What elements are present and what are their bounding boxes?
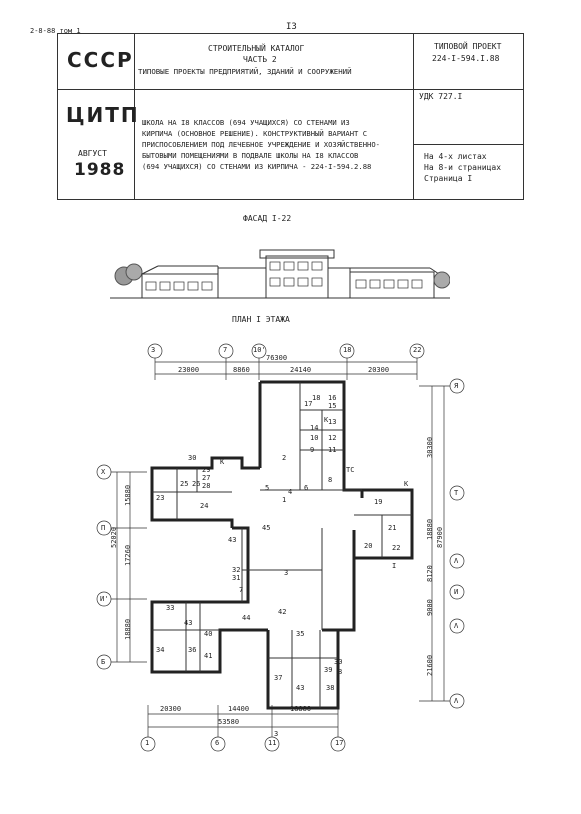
dim: 18880: [124, 618, 132, 640]
svg-text:8: 8: [338, 668, 343, 676]
svg-text:38: 38: [326, 684, 335, 692]
axis-label: 17: [335, 739, 344, 747]
svg-text:43: 43: [296, 684, 305, 692]
dim: 24140: [290, 366, 312, 374]
svg-text:К: К: [404, 480, 409, 488]
svg-text:24: 24: [200, 502, 209, 510]
dim: 30300: [426, 436, 434, 458]
svg-text:30: 30: [334, 658, 343, 666]
svg-text:41: 41: [204, 652, 213, 660]
axis-label: 18: [343, 346, 352, 354]
description-line: ПРИСПОСОБЛЕНИЕМ ПОД ЛЕЧЕБНОЕ УЧРЕЖДЕНИЕ И ХОЗЯЙСТВЕННО-: [142, 140, 380, 149]
page-index: Страница I: [424, 174, 473, 183]
pages-count: На 8-и страницах: [424, 163, 502, 172]
year: 1988: [74, 160, 126, 180]
svg-text:33: 33: [166, 604, 175, 612]
svg-text:35: 35: [296, 630, 305, 638]
ussr-logo: СССР: [67, 48, 134, 72]
dim: 9000: [426, 599, 434, 616]
axis-label: Λ: [454, 697, 459, 705]
citp-logo: ЦИТП: [66, 103, 140, 127]
dim-total: 76300: [266, 354, 288, 362]
svg-text:13: 13: [328, 418, 337, 426]
svg-text:34: 34: [156, 646, 165, 654]
svg-text:22: 22: [392, 544, 401, 552]
description-line: (694 УЧАЩИХСЯ) СО СТЕНАМИ ИЗ КИРПИЧА - 224-I-594.2.88: [142, 162, 372, 171]
catalog-line-2: ЧАСТЬ 2: [243, 55, 277, 64]
dim: 21600: [426, 654, 434, 676]
svg-text:ТС: ТС: [346, 466, 355, 474]
svg-text:21: 21: [388, 524, 397, 532]
dim: 8120: [426, 565, 434, 582]
axis-label: П: [101, 524, 106, 532]
svg-text:7: 7: [239, 586, 244, 594]
description: [142, 117, 380, 172]
svg-text:29: 29: [202, 466, 211, 474]
svg-text:39: 39: [324, 666, 333, 674]
svg-text:27: 27: [202, 474, 211, 482]
svg-text:3: 3: [274, 730, 279, 738]
svg-text:26: 26: [192, 480, 201, 488]
dim: 20300: [368, 366, 390, 374]
svg-text:25: 25: [180, 480, 189, 488]
svg-text:43: 43: [228, 536, 237, 544]
svg-text:4: 4: [288, 488, 293, 496]
dim: 14400: [228, 705, 250, 713]
svg-text:16: 16: [328, 394, 337, 402]
svg-text:12: 12: [328, 434, 337, 442]
dim-total: 53580: [218, 718, 240, 726]
axis-label: 7: [223, 346, 228, 354]
svg-text:19: 19: [374, 498, 383, 506]
axis-label: Я: [454, 382, 459, 390]
dim-total: 52020: [110, 526, 118, 548]
svg-text:10: 10: [310, 434, 319, 442]
svg-text:14: 14: [310, 424, 319, 432]
svg-text:6: 6: [304, 484, 309, 492]
description-line: КИРПИЧА (ОСНОВНОЕ РЕШЕНИЕ). КОНСТРУКТИВНЫЙ ВАРИАНТ С: [142, 129, 368, 138]
sheets-info: [424, 151, 501, 184]
month: АВГУСТ: [78, 149, 107, 158]
project-label: ТИПОВОЙ ПРОЕКТ: [434, 42, 502, 51]
header-table: [57, 33, 524, 200]
svg-text:I: I: [392, 562, 397, 570]
axis-label: Б: [101, 658, 106, 666]
axis-label: И': [100, 595, 109, 603]
svg-text:37: 37: [274, 674, 283, 682]
svg-text:23: 23: [156, 494, 165, 502]
dim: 18880: [290, 705, 312, 713]
axis-label: Λ: [454, 557, 459, 565]
dim-total: 87900: [436, 526, 444, 548]
catalog-line-1: СТРОИТЕЛЬНЫЙ КАТАЛОГ: [208, 44, 305, 53]
svg-text:5: 5: [265, 484, 270, 492]
svg-text:1: 1: [282, 496, 287, 504]
description-line: ШКОЛА НА I8 КЛАССОВ (694 УЧАЩИХСЯ) СО СТЕНАМИ ИЗ: [142, 118, 350, 127]
plan-title: ПЛАН I ЭТАЖА: [232, 315, 290, 324]
volume-ref: 2-8-88 том 1: [30, 27, 81, 35]
dim: 20300: [160, 705, 182, 713]
svg-text:43: 43: [184, 619, 193, 627]
catalog-line-3: ТИПОВЫЕ ПРОЕКТЫ ПРЕДПРИЯТИЙ, ЗДАНИЙ И СООРУЖЕНИЙ: [138, 67, 352, 76]
dim: 8860: [233, 366, 250, 374]
svg-text:28: 28: [202, 482, 211, 490]
dim: 23000: [178, 366, 200, 374]
svg-text:К: К: [324, 416, 329, 424]
svg-text:32: 32: [232, 566, 241, 574]
svg-text:45: 45: [262, 524, 271, 532]
axis-label: Λ: [454, 622, 459, 630]
axis-label: Х: [101, 468, 106, 476]
facade-drawing: [110, 238, 450, 306]
axis-label: 3: [151, 346, 156, 354]
udk: УДК 727.I: [419, 92, 463, 101]
dim: 17260: [124, 544, 132, 566]
svg-text:15: 15: [328, 402, 337, 410]
project-code: 224-I-594.I.88: [432, 54, 500, 63]
description-line: БЫТОВЫМИ ПОМЕЩЕНИЯМИ В ПОДВАЛЕ ШКОЛЫ НА I8 КЛАССОВ: [142, 151, 359, 160]
facade-title: ФАСАД I-22: [243, 214, 292, 223]
sheets-count: На 4-х листах: [424, 152, 487, 161]
dim: 15880: [124, 484, 132, 506]
axis-label: 1: [145, 739, 150, 747]
svg-text:18: 18: [312, 394, 321, 402]
axis-label: 6: [215, 739, 220, 747]
svg-text:42: 42: [278, 608, 287, 616]
svg-text:17: 17: [304, 400, 313, 408]
page-number: I3: [286, 22, 297, 32]
svg-text:11: 11: [328, 446, 337, 454]
svg-text:31: 31: [232, 574, 241, 582]
svg-text:2: 2: [282, 454, 287, 462]
dim: 18880: [426, 518, 434, 540]
svg-text:30: 30: [188, 454, 197, 462]
svg-text:8: 8: [328, 476, 333, 484]
svg-text:9: 9: [310, 446, 315, 454]
axis-label: И: [454, 588, 459, 596]
floor-plan: [92, 340, 492, 758]
axis-label: 22: [413, 346, 422, 354]
svg-text:36: 36: [188, 646, 197, 654]
axis-label: 10': [253, 346, 266, 354]
axis-label: Т: [454, 489, 459, 497]
axis-label: 11: [268, 739, 277, 747]
svg-text:44: 44: [242, 614, 251, 622]
svg-text:К: К: [220, 458, 225, 466]
svg-text:40: 40: [204, 630, 213, 638]
svg-text:20: 20: [364, 542, 373, 550]
svg-text:3: 3: [284, 569, 289, 577]
